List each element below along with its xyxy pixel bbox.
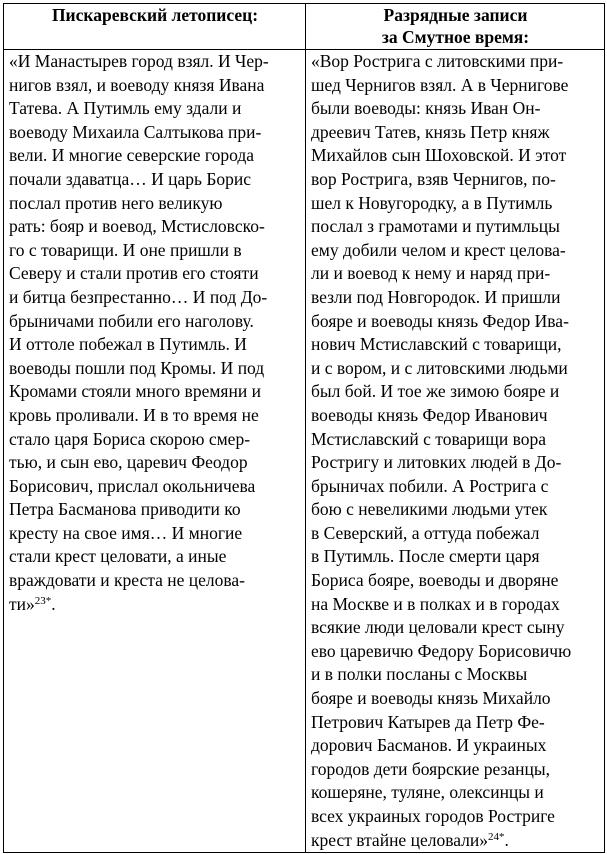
text-line: бою с невеликими людьми утек — [311, 499, 548, 520]
text-line: нович Мстиславский с товарищи, — [311, 334, 562, 355]
text-line: всех украиных городов Ростриге — [311, 806, 555, 826]
text-line: вели. И многие северские города — [9, 145, 255, 166]
text-line: и в полки посланы с Москвы — [311, 664, 528, 685]
text-line: кресту на свое имя… И многие — [9, 522, 243, 543]
text-line: ли и воевод к нему и наряд при- — [311, 263, 551, 284]
text-line: бояре и воеводы князь Михайло — [311, 688, 551, 709]
sentence-end: . — [504, 829, 509, 850]
text-line: послал з грамотами и путимльцы — [311, 216, 560, 237]
text-line: был бой. И тое же зимою бояре и — [311, 381, 560, 402]
text-line: Кромами стояли много времяни и — [9, 381, 261, 402]
text-line: ево царевичю Федору Борисовичю — [311, 640, 572, 661]
text-line: «Вор Ростригa с литовскими при- — [311, 51, 564, 71]
footnote-ref[interactable]: 23* — [34, 594, 52, 607]
text-line: стали крест целовати, а иные — [9, 546, 227, 567]
text-line: бояре и воеводы князь Федор Ива- — [311, 310, 569, 331]
text-line: кошеряне, туляне, олексинцы и — [311, 782, 544, 803]
quote-end: крест втайне целовали» — [311, 829, 488, 850]
text-line: брыничах побили. А Рострига с — [311, 475, 549, 496]
text-line: были воеводы: князь Иван Он- — [311, 98, 541, 119]
text-line: и с вором, и с литовскими людьми — [311, 357, 568, 378]
text-line: шед Чернигов взял. А в Чернигове — [311, 74, 569, 95]
left-column-header — [4, 4, 306, 50]
text-line: «И Манастырев город взял. И Чер- — [9, 51, 269, 71]
text-line: шел к Новугородку, а в Путимль — [311, 192, 553, 213]
text-line: послал против него великую — [9, 192, 223, 213]
text-line: Петра Басманова приводити ко — [9, 499, 241, 520]
text-line: враждовати и креста не целова- — [9, 570, 245, 591]
text-line-last — [9, 593, 301, 617]
text-line: Северу и стали против его стояти — [9, 263, 259, 284]
text-line: дорович Басманов. И украиных — [311, 735, 547, 756]
text-row — [4, 50, 605, 853]
text-line: Ростригу и литовких людей в До- — [311, 452, 562, 473]
text-line: нигов взял, и воеводу князя Ивана — [9, 74, 265, 95]
text-line: ему добили челом и крест целова- — [311, 239, 566, 260]
text-line: брыничами побили его наголову. — [9, 310, 254, 331]
text-line: го с товарищи. И оне пришли в — [9, 239, 242, 260]
text-line: Петрович Катырев да Петр Фе- — [311, 711, 545, 732]
text-line: всякие люди целовали крест сыну — [311, 617, 565, 638]
text-line: везли под Новгородок. И пришли — [311, 286, 561, 307]
text-line-last — [311, 829, 600, 853]
text-line: рать: бояр и воевод, Мстисловско- — [9, 216, 265, 237]
razryad-records-text — [306, 50, 605, 853]
text-line: воеводы пошли под Кромы. И под — [9, 357, 265, 378]
text-line: И оттоле побежал в Путимль. И — [9, 334, 247, 355]
text-line: дреевич Татев, князь Петр княж — [311, 121, 550, 142]
right-column-header — [306, 4, 605, 50]
text-line: Бориса бояре, воеводы и дворяне — [311, 570, 559, 591]
text-line: в Путимль. После смерти царя — [311, 546, 540, 567]
text-line: кровь проливали. И в то время не — [9, 404, 259, 425]
footnote-ref[interactable]: 24* — [488, 830, 505, 843]
text-line: воеводу Михаила Салтыкова при- — [9, 121, 262, 142]
text-line: и битца безпрестанно… И под До- — [9, 286, 268, 307]
piskarev-chronicle-text — [4, 50, 306, 853]
quote-end: ти» — [9, 593, 35, 614]
text-line: тью, и сын ево, царевич Феодор — [9, 452, 248, 473]
text-line: на Москве и в полках и в городах — [311, 593, 560, 614]
text-line: воеводы князь Федор Иванович — [311, 404, 548, 425]
text-line: стало царя Бориса скорою смер- — [9, 428, 251, 449]
sentence-end: . — [51, 593, 56, 614]
header-row — [4, 4, 605, 50]
text-line: в Северский, а оттуда побежал — [311, 522, 540, 543]
right-header-line: за Смутное время: — [381, 27, 530, 47]
text-line: Михайлов сын Шоховской. И этот — [311, 145, 567, 166]
right-header-line: Разрядные записи — [383, 5, 528, 25]
text-line: Мстиславский с товарищи вора — [311, 428, 546, 449]
text-line: вор Рострига, взяв Чернигов, по- — [311, 168, 556, 189]
text-line: почали здаватца… И царь Борис — [9, 168, 252, 189]
text-line: Татева. А Путимль ему здали и — [9, 98, 242, 119]
text-line: городов дети боярские резанцы, — [311, 758, 551, 779]
text-line: Борисович, прислал окольничева — [9, 475, 256, 496]
left-header-line: Пискаревский летописец: — [51, 5, 259, 25]
comparison-table — [3, 3, 605, 853]
